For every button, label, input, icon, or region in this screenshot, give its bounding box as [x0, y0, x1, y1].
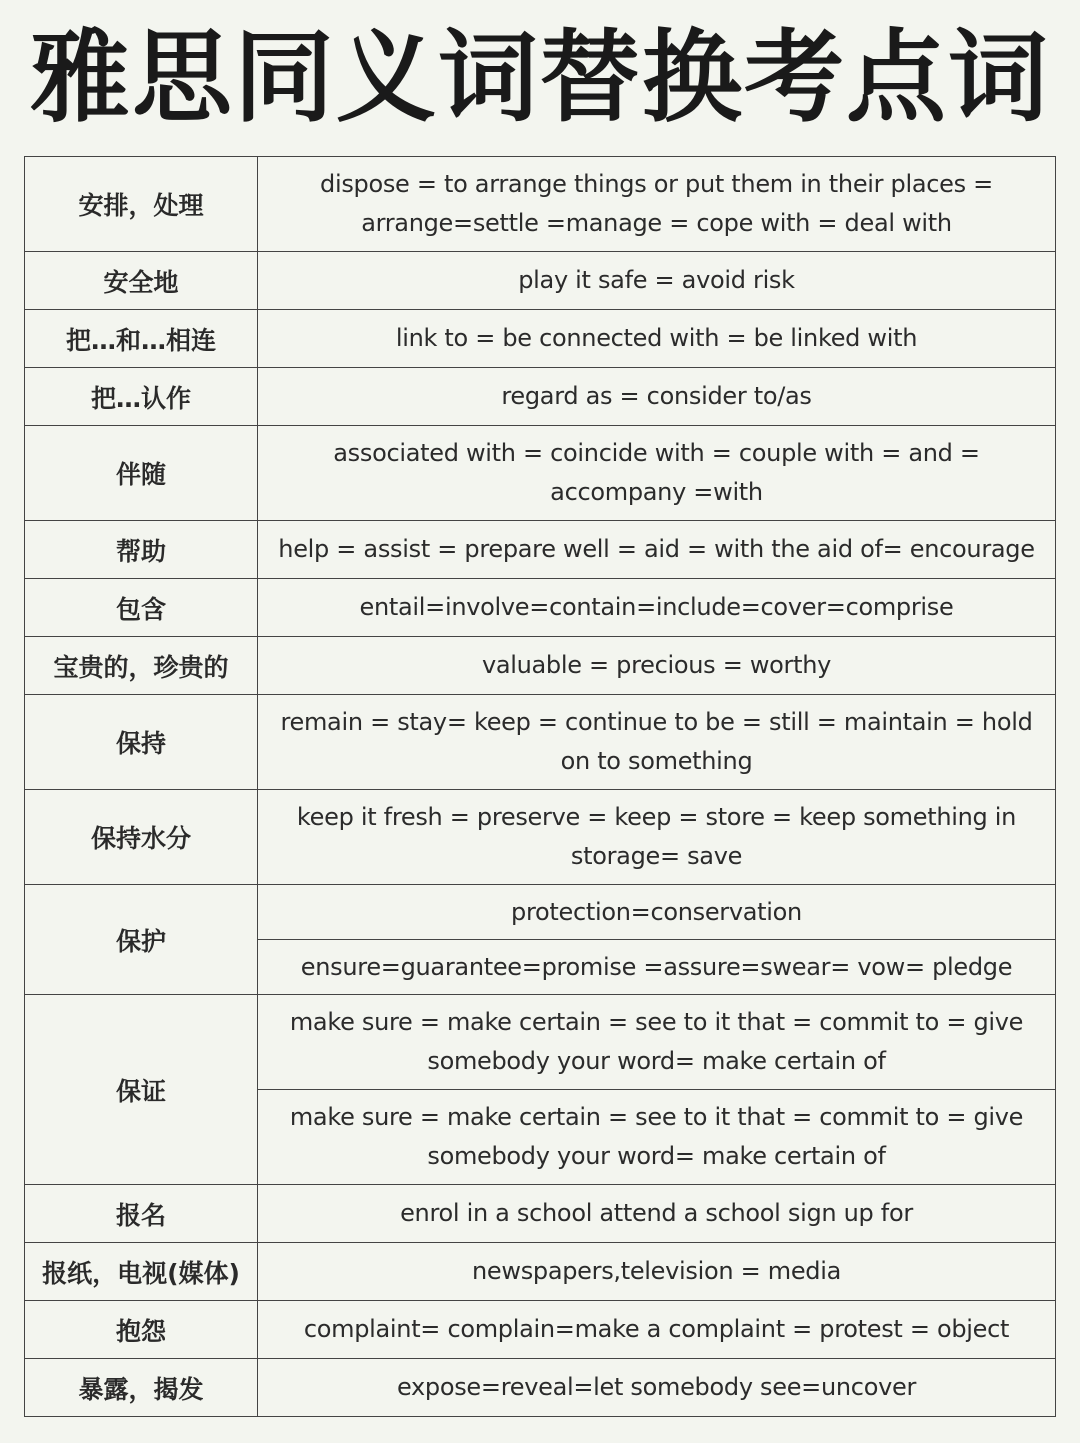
table-row	[25, 1185, 1056, 1243]
synonym-cell: link to = be connected with = be linked with	[258, 310, 1056, 368]
term-cell: 安全地	[25, 252, 258, 310]
synonym-cell: make sure = make certain = see to it that = commit to = give somebody your word= make certain of	[258, 995, 1056, 1090]
synonym-cell: regard as = consider to/as	[258, 368, 1056, 426]
synonym-cell: help = assist = prepare well = aid = with the aid of= encourage	[258, 521, 1056, 579]
term-cell: 暴露，揭发	[25, 1359, 258, 1417]
term-cell: 抱怨	[25, 1301, 258, 1359]
term-cell: 包含	[25, 579, 258, 637]
table-row	[25, 310, 1056, 368]
term-cell: 保证	[25, 995, 258, 1185]
vocabulary-table	[24, 156, 1056, 1417]
synonym-cell: dispose = to arrange things or put them in their places = arrange=settle =manage = cope with = deal with	[258, 157, 1056, 252]
synonym-cell: ensure=guarantee=promise =assure=swear= vow= pledge	[258, 940, 1056, 995]
term-cell: 报名	[25, 1185, 258, 1243]
table-row	[25, 1243, 1056, 1301]
table-row	[25, 1359, 1056, 1417]
table-row	[25, 885, 1056, 940]
table-row	[25, 252, 1056, 310]
table-row	[25, 637, 1056, 695]
term-cell: 保持水分	[25, 790, 258, 885]
term-cell: 保护	[25, 885, 258, 995]
table-row	[25, 521, 1056, 579]
term-cell: 安排，处理	[25, 157, 258, 252]
synonym-cell: complaint= complain=make a complaint = protest = object	[258, 1301, 1056, 1359]
term-cell: 把…认作	[25, 368, 258, 426]
term-cell: 帮助	[25, 521, 258, 579]
table-row	[25, 368, 1056, 426]
synonym-cell: valuable = precious = worthy	[258, 637, 1056, 695]
term-cell: 宝贵的，珍贵的	[25, 637, 258, 695]
synonym-cell: enrol in a school attend a school sign up for	[258, 1185, 1056, 1243]
term-cell: 报纸，电视(媒体)	[25, 1243, 258, 1301]
page-title: 雅思同义词替换考点词	[30, 19, 1050, 136]
term-cell: 把…和…相连	[25, 310, 258, 368]
synonym-cell: remain = stay= keep = continue to be = still = maintain = hold on to something	[258, 695, 1056, 790]
synonym-cell: protection=conservation	[258, 885, 1056, 940]
synonym-cell: associated with = coincide with = couple with = and = accompany =with	[258, 426, 1056, 521]
synonym-cell: keep it fresh = preserve = keep = store = keep something in storage= save	[258, 790, 1056, 885]
table-row	[25, 695, 1056, 790]
table-row	[25, 790, 1056, 885]
table-row	[25, 579, 1056, 637]
table-row	[25, 157, 1056, 252]
synonym-cell: expose=reveal=let somebody see=uncover	[258, 1359, 1056, 1417]
synonym-cell: make sure = make certain = see to it that = commit to = give somebody your word= make certain of	[258, 1090, 1056, 1185]
synonym-cell: play it safe = avoid risk	[258, 252, 1056, 310]
term-cell: 保持	[25, 695, 258, 790]
table-row	[25, 995, 1056, 1090]
synonym-cell: newspapers,television = media	[258, 1243, 1056, 1301]
term-cell: 伴随	[25, 426, 258, 521]
table-row	[25, 1301, 1056, 1359]
table-row	[25, 426, 1056, 521]
synonym-cell: entail=involve=contain=include=cover=comprise	[258, 579, 1056, 637]
